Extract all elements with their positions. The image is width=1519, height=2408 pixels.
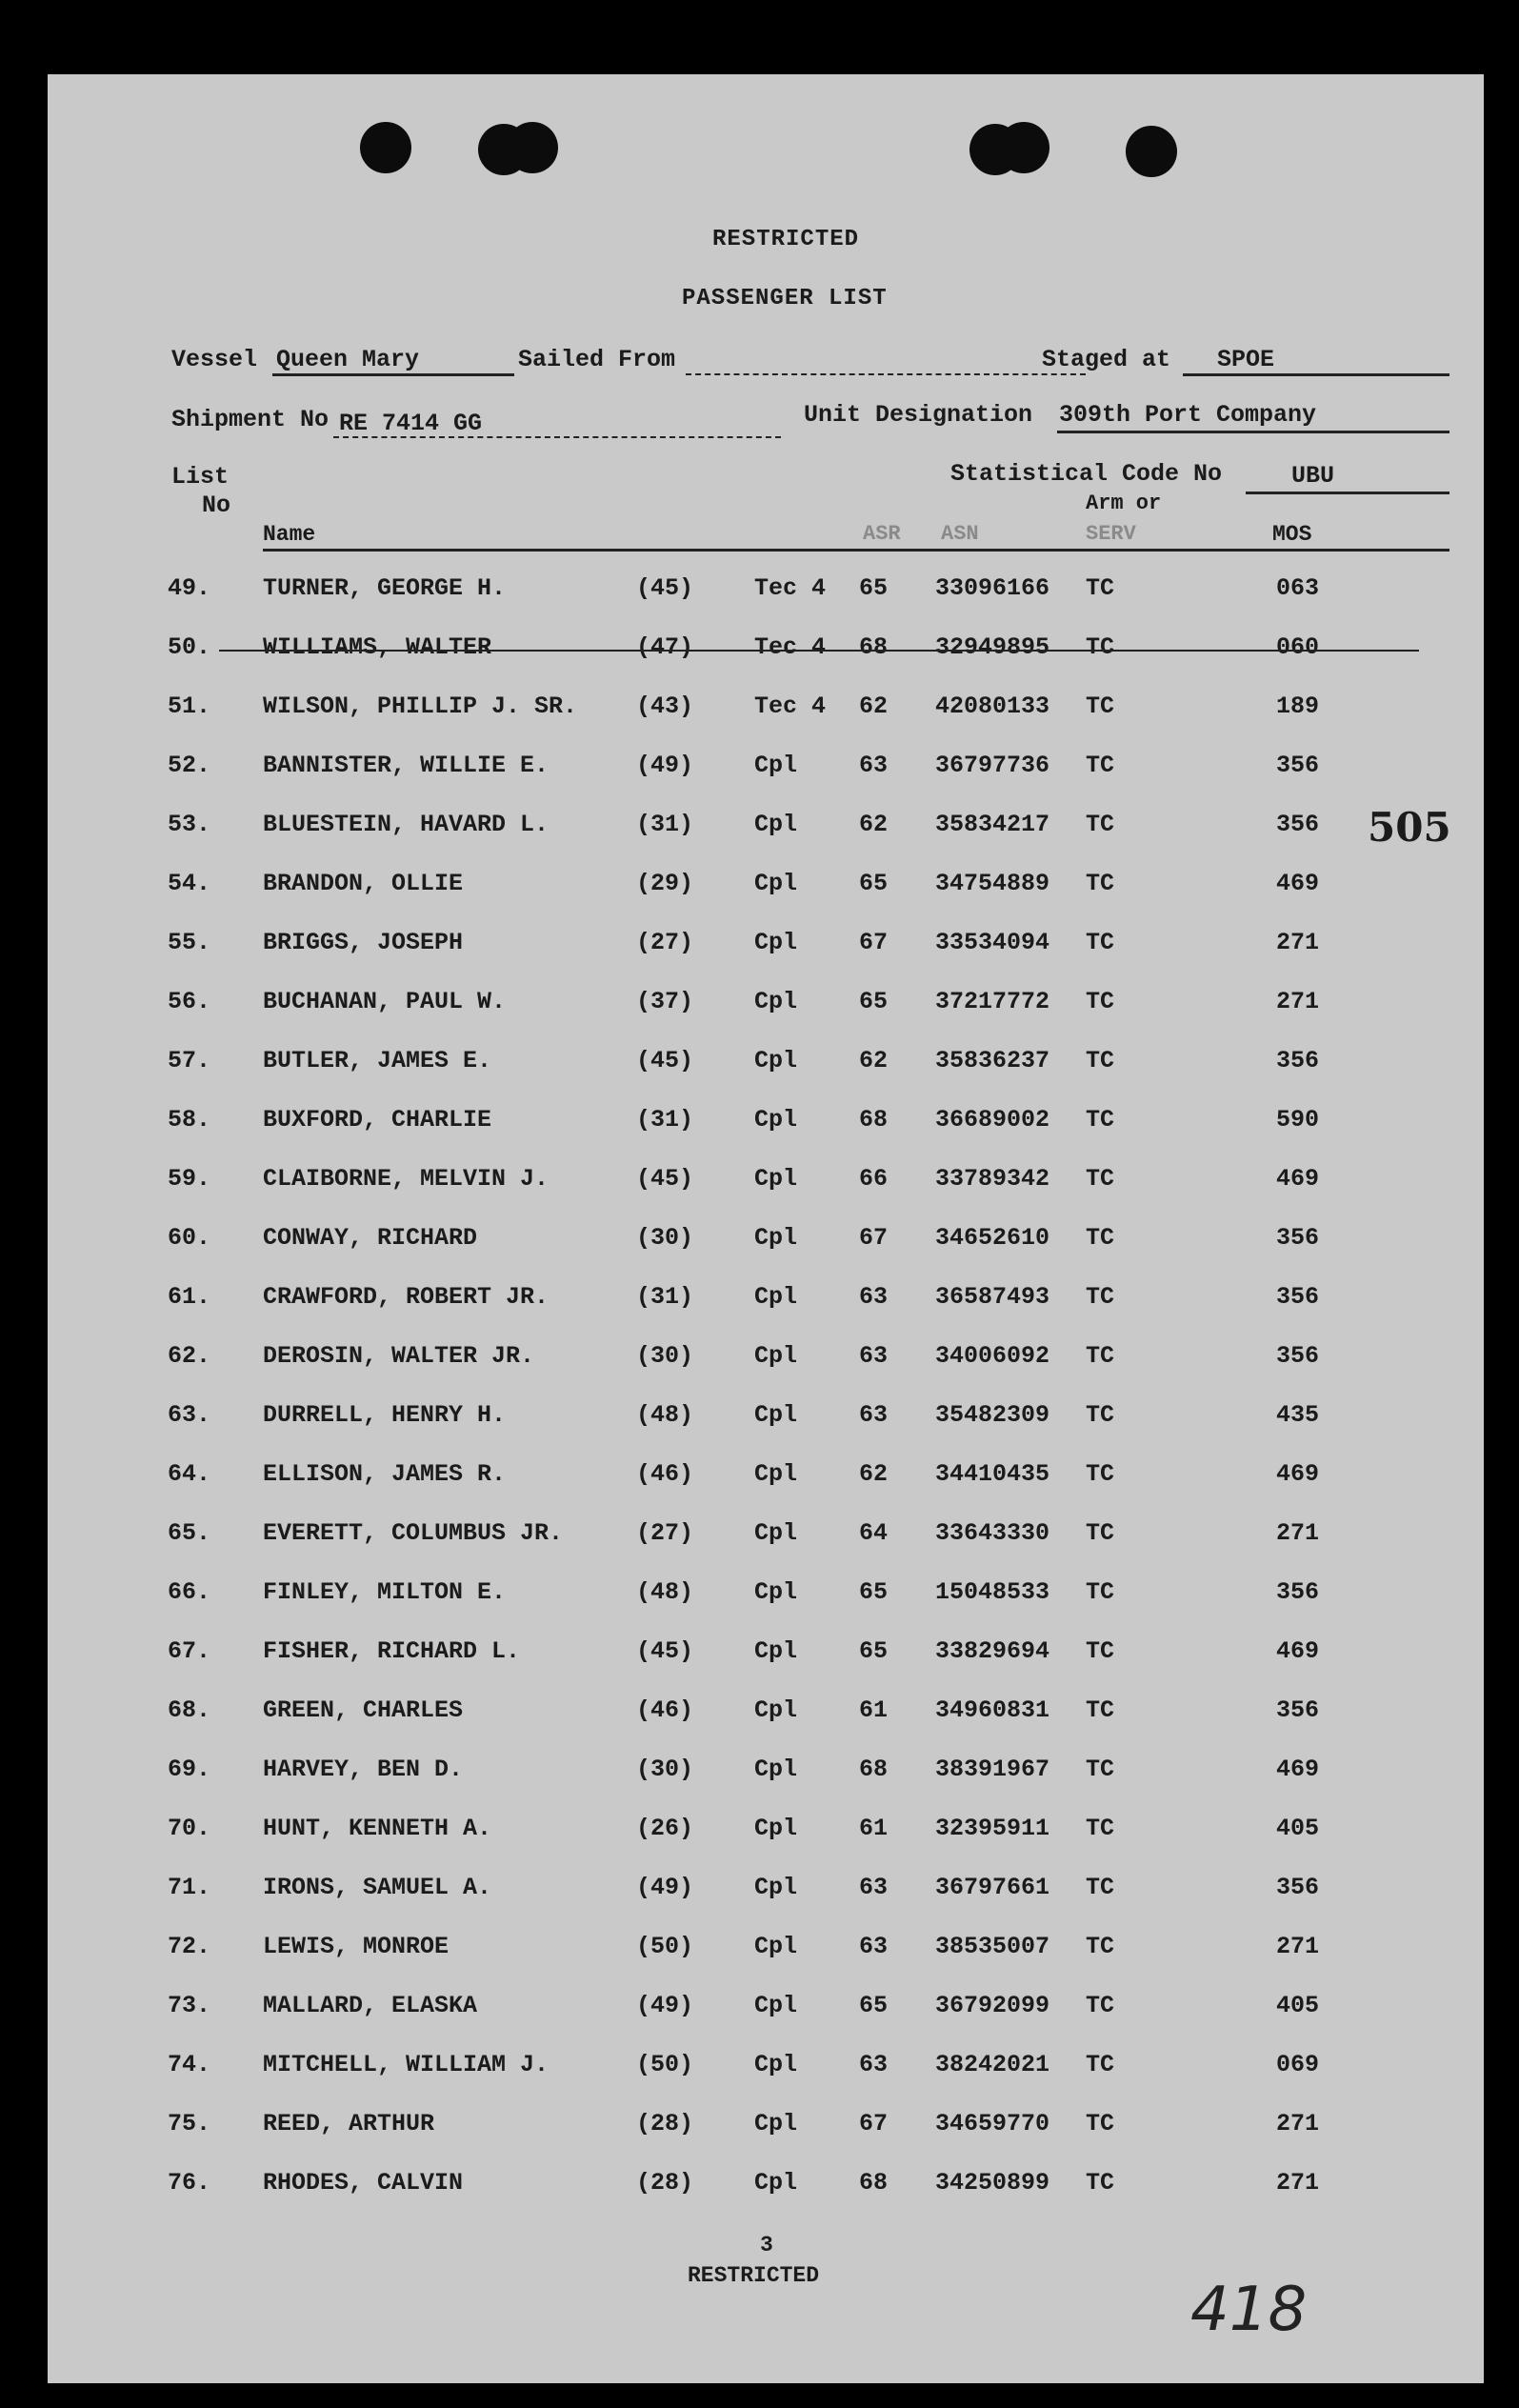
grade: Cpl bbox=[754, 1578, 798, 1606]
passenger-name: IRONS, SAMUEL A. bbox=[263, 1874, 492, 1901]
mos-code: 271 bbox=[1276, 1519, 1320, 1547]
age-code: (31) bbox=[636, 1106, 694, 1134]
asr-score: 65 bbox=[859, 574, 889, 602]
asr-score: 68 bbox=[859, 633, 889, 661]
arm-or-service: TC bbox=[1086, 1637, 1115, 1665]
arm-or-service: TC bbox=[1086, 1047, 1115, 1074]
asr-score: 65 bbox=[859, 1992, 889, 2019]
asr-score: 63 bbox=[859, 1342, 889, 1370]
arm-or-service: TC bbox=[1086, 1696, 1115, 1724]
arm-or-service: TC bbox=[1086, 870, 1115, 897]
age-code: (27) bbox=[636, 1519, 694, 1547]
arm-or-service: TC bbox=[1086, 1283, 1115, 1311]
grade: Tec 4 bbox=[754, 692, 827, 720]
asr-score: 63 bbox=[859, 1401, 889, 1429]
list-number: 61. bbox=[168, 1283, 211, 1311]
margin-page-number: 505 bbox=[1368, 804, 1451, 851]
passenger-name: HUNT, KENNETH A. bbox=[263, 1815, 492, 1842]
serial-number: 36689002 bbox=[935, 1106, 1050, 1134]
asr-score: 67 bbox=[859, 929, 889, 956]
mos-code: 469 bbox=[1276, 1165, 1320, 1193]
arm-or-service: TC bbox=[1086, 929, 1115, 956]
age-code: (43) bbox=[636, 692, 694, 720]
grade: Cpl bbox=[754, 870, 798, 897]
mos-code: 356 bbox=[1276, 1224, 1320, 1252]
list-number: 55. bbox=[168, 929, 211, 956]
serial-number: 33829694 bbox=[935, 1637, 1050, 1665]
table-row bbox=[48, 1224, 1484, 1262]
shipment-label: Shipment No bbox=[171, 406, 330, 433]
passenger-name: BRANDON, OLLIE bbox=[263, 870, 464, 897]
asr-score: 67 bbox=[859, 2110, 889, 2137]
footer-page-number: 3 bbox=[760, 2233, 773, 2258]
serial-number: 38391967 bbox=[935, 1756, 1050, 1783]
grade: Cpl bbox=[754, 2051, 798, 2078]
statistical-code-underline bbox=[1246, 492, 1449, 494]
grade: Cpl bbox=[754, 1106, 798, 1134]
grade: Cpl bbox=[754, 811, 798, 838]
arm-or-service: TC bbox=[1086, 1933, 1115, 1960]
document-page bbox=[48, 74, 1484, 2383]
arm-or-service: TC bbox=[1086, 1519, 1115, 1547]
serial-number: 36797661 bbox=[935, 1874, 1050, 1901]
table-row bbox=[48, 1342, 1484, 1380]
sailed-from-label: Sailed From bbox=[518, 346, 676, 373]
punch-hole bbox=[507, 122, 558, 173]
passenger-name: FINLEY, MILTON E. bbox=[263, 1578, 507, 1606]
column-header-asr: ASR bbox=[863, 522, 901, 546]
list-number: 63. bbox=[168, 1401, 211, 1429]
age-code: (31) bbox=[636, 1283, 694, 1311]
arm-or-service: TC bbox=[1086, 692, 1115, 720]
passenger-name: MITCHELL, WILLIAM J. bbox=[263, 2051, 550, 2078]
passenger-name: ELLISON, JAMES R. bbox=[263, 1460, 507, 1488]
grade: Cpl bbox=[754, 1992, 798, 2019]
asr-score: 65 bbox=[859, 1637, 889, 1665]
mos-code: 271 bbox=[1276, 2169, 1320, 2197]
unit-designation-underline bbox=[1057, 431, 1449, 433]
passenger-name: MALLARD, ELASKA bbox=[263, 1992, 478, 2019]
serial-number: 33534094 bbox=[935, 929, 1050, 956]
list-number: 51. bbox=[168, 692, 211, 720]
mos-code: 356 bbox=[1276, 1696, 1320, 1724]
list-number: 68. bbox=[168, 1696, 211, 1724]
grade: Cpl bbox=[754, 1519, 798, 1547]
grade: Cpl bbox=[754, 1224, 798, 1252]
arm-or-service: TC bbox=[1086, 1165, 1115, 1193]
asr-score: 62 bbox=[859, 811, 889, 838]
serial-number: 34652610 bbox=[935, 1224, 1050, 1252]
age-code: (45) bbox=[636, 574, 694, 602]
asr-score: 62 bbox=[859, 1460, 889, 1488]
mos-code: 405 bbox=[1276, 1815, 1320, 1842]
mos-code: 271 bbox=[1276, 929, 1320, 956]
statistical-code-value: UBU bbox=[1291, 462, 1335, 490]
asr-score: 65 bbox=[859, 1578, 889, 1606]
mos-code: 271 bbox=[1276, 988, 1320, 1015]
arm-or-service: TC bbox=[1086, 811, 1115, 838]
grade: Cpl bbox=[754, 929, 798, 956]
serial-number: 34006092 bbox=[935, 1342, 1050, 1370]
passenger-name: DURRELL, HENRY H. bbox=[263, 1401, 507, 1429]
list-number: 65. bbox=[168, 1519, 211, 1547]
shipment-underline bbox=[333, 436, 781, 438]
mos-code: 356 bbox=[1276, 1578, 1320, 1606]
column-header-mos: MOS bbox=[1272, 522, 1312, 547]
arm-or-service: TC bbox=[1086, 1342, 1115, 1370]
age-code: (46) bbox=[636, 1460, 694, 1488]
table-row bbox=[48, 1519, 1484, 1557]
serial-number: 33096166 bbox=[935, 574, 1050, 602]
table-row bbox=[48, 1756, 1484, 1794]
passenger-name: RHODES, CALVIN bbox=[263, 2169, 464, 2197]
mos-code: 469 bbox=[1276, 1637, 1320, 1665]
shipment-value: RE 7414 GG bbox=[339, 410, 483, 437]
age-code: (46) bbox=[636, 1696, 694, 1724]
list-number: 75. bbox=[168, 2110, 211, 2137]
passenger-name: BLUESTEIN, HAVARD L. bbox=[263, 811, 550, 838]
passenger-name: WILLIAMS, WALTER bbox=[263, 633, 492, 661]
arm-or-service: TC bbox=[1086, 1578, 1115, 1606]
age-code: (29) bbox=[636, 870, 694, 897]
passenger-name: CONWAY, RICHARD bbox=[263, 1224, 478, 1252]
sailed-from-underline bbox=[686, 373, 1086, 375]
table-row bbox=[48, 752, 1484, 790]
mos-code: 271 bbox=[1276, 1933, 1320, 1960]
serial-number: 36587493 bbox=[935, 1283, 1050, 1311]
table-row bbox=[48, 929, 1484, 967]
asr-score: 67 bbox=[859, 1224, 889, 1252]
list-number: 52. bbox=[168, 752, 211, 779]
age-code: (47) bbox=[636, 633, 694, 661]
asr-score: 62 bbox=[859, 692, 889, 720]
passenger-name: HARVEY, BEN D. bbox=[263, 1756, 464, 1783]
passenger-name: REED, ARTHUR bbox=[263, 2110, 435, 2137]
age-code: (30) bbox=[636, 1756, 694, 1783]
serial-number: 38535007 bbox=[935, 1933, 1050, 1960]
age-code: (30) bbox=[636, 1224, 694, 1252]
age-code: (48) bbox=[636, 1401, 694, 1429]
table-row bbox=[48, 633, 1484, 672]
serial-number: 15048533 bbox=[935, 1578, 1050, 1606]
asr-score: 68 bbox=[859, 1106, 889, 1134]
passenger-name: BUXFORD, CHARLIE bbox=[263, 1106, 492, 1134]
asr-score: 63 bbox=[859, 1283, 889, 1311]
table-row bbox=[48, 1165, 1484, 1203]
passenger-name: CLAIBORNE, MELVIN J. bbox=[263, 1165, 550, 1193]
passenger-name: WILSON, PHILLIP J. SR. bbox=[263, 692, 578, 720]
punch-hole bbox=[360, 122, 411, 173]
list-number: 73. bbox=[168, 1992, 211, 2019]
serial-number: 35482309 bbox=[935, 1401, 1050, 1429]
table-row bbox=[48, 1696, 1484, 1735]
table-row bbox=[48, 2051, 1484, 2089]
age-code: (45) bbox=[636, 1165, 694, 1193]
mos-code: 469 bbox=[1276, 870, 1320, 897]
table-row bbox=[48, 1401, 1484, 1439]
mos-code: 271 bbox=[1276, 2110, 1320, 2137]
asr-score: 65 bbox=[859, 988, 889, 1015]
asr-score: 65 bbox=[859, 870, 889, 897]
column-header-arm-or: Arm or bbox=[1086, 492, 1162, 515]
column-header-name: Name bbox=[263, 522, 316, 547]
table-row bbox=[48, 988, 1484, 1026]
grade: Cpl bbox=[754, 1756, 798, 1783]
list-number: 74. bbox=[168, 2051, 211, 2078]
list-number: 58. bbox=[168, 1106, 211, 1134]
grade: Cpl bbox=[754, 1874, 798, 1901]
list-number: 49. bbox=[168, 574, 211, 602]
header-underline bbox=[263, 549, 1449, 552]
age-code: (27) bbox=[636, 929, 694, 956]
passenger-name: EVERETT, COLUMBUS JR. bbox=[263, 1519, 564, 1547]
list-number: 72. bbox=[168, 1933, 211, 1960]
vessel-value: Queen Mary bbox=[276, 346, 420, 373]
table-row bbox=[48, 692, 1484, 731]
arm-or-service: TC bbox=[1086, 2110, 1115, 2137]
mos-code: 356 bbox=[1276, 1047, 1320, 1074]
mos-code: 356 bbox=[1276, 1342, 1320, 1370]
arm-or-service: TC bbox=[1086, 988, 1115, 1015]
arm-or-service: TC bbox=[1086, 1874, 1115, 1901]
passenger-name: BUCHANAN, PAUL W. bbox=[263, 988, 507, 1015]
table-row bbox=[48, 1047, 1484, 1085]
mos-code: 469 bbox=[1276, 1756, 1320, 1783]
asr-score: 68 bbox=[859, 1756, 889, 1783]
serial-number: 36797736 bbox=[935, 752, 1050, 779]
column-header-asn: ASN bbox=[941, 522, 979, 546]
grade: Cpl bbox=[754, 1165, 798, 1193]
grade: Tec 4 bbox=[754, 574, 827, 602]
age-code: (37) bbox=[636, 988, 694, 1015]
footer-classification: RESTRICTED bbox=[688, 2263, 820, 2288]
arm-or-service: TC bbox=[1086, 1106, 1115, 1134]
grade: Cpl bbox=[754, 1696, 798, 1724]
mos-code: 356 bbox=[1276, 811, 1320, 838]
serial-number: 36792099 bbox=[935, 1992, 1050, 2019]
serial-number: 33643330 bbox=[935, 1519, 1050, 1547]
arm-or-service: TC bbox=[1086, 1756, 1115, 1783]
table-row bbox=[48, 1815, 1484, 1853]
punch-hole bbox=[998, 122, 1049, 173]
passenger-name: LEWIS, MONROE bbox=[263, 1933, 450, 1960]
passenger-name: BANNISTER, WILLIE E. bbox=[263, 752, 550, 779]
passenger-name: BUTLER, JAMES E. bbox=[263, 1047, 492, 1074]
serial-number: 35834217 bbox=[935, 811, 1050, 838]
staged-at-value: SPOE bbox=[1217, 346, 1275, 373]
asr-score: 63 bbox=[859, 1874, 889, 1901]
vessel-label: Vessel bbox=[171, 346, 258, 373]
list-number: 54. bbox=[168, 870, 211, 897]
grade: Tec 4 bbox=[754, 633, 827, 661]
unit-designation-value: 309th Port Company bbox=[1059, 401, 1317, 429]
serial-number: 32395911 bbox=[935, 1815, 1050, 1842]
asr-score: 68 bbox=[859, 2169, 889, 2197]
serial-number: 34659770 bbox=[935, 2110, 1050, 2137]
passenger-name: CRAWFORD, ROBERT JR. bbox=[263, 1283, 550, 1311]
table-row bbox=[48, 1283, 1484, 1321]
mos-code: 069 bbox=[1276, 2051, 1320, 2078]
grade: Cpl bbox=[754, 1460, 798, 1488]
grade: Cpl bbox=[754, 1637, 798, 1665]
asr-score: 63 bbox=[859, 1933, 889, 1960]
age-code: (50) bbox=[636, 2051, 694, 2078]
asr-score: 61 bbox=[859, 1815, 889, 1842]
statistical-code-label: Statistical Code No bbox=[950, 460, 1223, 488]
grade: Cpl bbox=[754, 1815, 798, 1842]
table-row bbox=[48, 1992, 1484, 2030]
asr-score: 63 bbox=[859, 752, 889, 779]
serial-number: 33789342 bbox=[935, 1165, 1050, 1193]
staged-at-underline bbox=[1183, 373, 1449, 376]
list-number: 70. bbox=[168, 1815, 211, 1842]
table-row bbox=[48, 1460, 1484, 1498]
arm-or-service: TC bbox=[1086, 1992, 1115, 2019]
table-row bbox=[48, 2169, 1484, 2207]
list-number: 64. bbox=[168, 1460, 211, 1488]
age-code: (30) bbox=[636, 1342, 694, 1370]
asr-score: 62 bbox=[859, 1047, 889, 1074]
table-row bbox=[48, 870, 1484, 908]
list-number: 67. bbox=[168, 1637, 211, 1665]
strikethrough-line bbox=[219, 650, 1419, 652]
mos-code: 356 bbox=[1276, 1874, 1320, 1901]
age-code: (28) bbox=[636, 2110, 694, 2137]
serial-number: 32949895 bbox=[935, 633, 1050, 661]
list-number: 53. bbox=[168, 811, 211, 838]
serial-number: 34754889 bbox=[935, 870, 1050, 897]
grade: Cpl bbox=[754, 1401, 798, 1429]
table-row bbox=[48, 1933, 1484, 1971]
grade: Cpl bbox=[754, 988, 798, 1015]
list-number: 71. bbox=[168, 1874, 211, 1901]
table-row bbox=[48, 1874, 1484, 1912]
age-code: (45) bbox=[636, 1637, 694, 1665]
table-row bbox=[48, 1578, 1484, 1616]
grade: Cpl bbox=[754, 2110, 798, 2137]
age-code: (45) bbox=[636, 1047, 694, 1074]
grade: Cpl bbox=[754, 2169, 798, 2197]
vessel-underline bbox=[272, 373, 514, 376]
handwritten-number: 418 bbox=[1190, 2275, 1308, 2345]
list-number: 57. bbox=[168, 1047, 211, 1074]
serial-number: 34250899 bbox=[935, 2169, 1050, 2197]
age-code: (48) bbox=[636, 1578, 694, 1606]
arm-or-service: TC bbox=[1086, 574, 1115, 602]
asr-score: 63 bbox=[859, 2051, 889, 2078]
serial-number: 34960831 bbox=[935, 1696, 1050, 1724]
mos-code: 435 bbox=[1276, 1401, 1320, 1429]
asr-score: 61 bbox=[859, 1696, 889, 1724]
arm-or-service: TC bbox=[1086, 2051, 1115, 2078]
column-header-serv: SERV bbox=[1086, 522, 1136, 546]
list-number: 60. bbox=[168, 1224, 211, 1252]
mos-code: 590 bbox=[1276, 1106, 1320, 1134]
table-row bbox=[48, 1106, 1484, 1144]
table-row bbox=[48, 574, 1484, 612]
column-header-list: List bbox=[171, 463, 230, 491]
mos-code: 405 bbox=[1276, 1992, 1320, 2019]
age-code: (49) bbox=[636, 1874, 694, 1901]
grade: Cpl bbox=[754, 1047, 798, 1074]
mos-code: 356 bbox=[1276, 752, 1320, 779]
serial-number: 38242021 bbox=[935, 2051, 1050, 2078]
list-number: 59. bbox=[168, 1165, 211, 1193]
unit-designation-label: Unit Designation bbox=[804, 401, 1033, 429]
age-code: (31) bbox=[636, 811, 694, 838]
age-code: (49) bbox=[636, 752, 694, 779]
grade: Cpl bbox=[754, 752, 798, 779]
age-code: (28) bbox=[636, 2169, 694, 2197]
grade: Cpl bbox=[754, 1933, 798, 1960]
age-code: (26) bbox=[636, 1815, 694, 1842]
serial-number: 37217772 bbox=[935, 988, 1050, 1015]
grade: Cpl bbox=[754, 1342, 798, 1370]
punch-hole bbox=[1126, 126, 1177, 177]
asr-score: 64 bbox=[859, 1519, 889, 1547]
mos-code: 189 bbox=[1276, 692, 1320, 720]
list-number: 69. bbox=[168, 1756, 211, 1783]
list-number: 50. bbox=[168, 633, 211, 661]
arm-or-service: TC bbox=[1086, 1460, 1115, 1488]
staged-at-label: Staged at bbox=[1042, 346, 1171, 373]
mos-code: 063 bbox=[1276, 574, 1320, 602]
list-number: 56. bbox=[168, 988, 211, 1015]
table-row bbox=[48, 2110, 1484, 2148]
list-number: 66. bbox=[168, 1578, 211, 1606]
serial-number: 42080133 bbox=[935, 692, 1050, 720]
passenger-name: GREEN, CHARLES bbox=[263, 1696, 464, 1724]
column-header-no: No bbox=[202, 492, 231, 519]
serial-number: 35836237 bbox=[935, 1047, 1050, 1074]
mos-code: 469 bbox=[1276, 1460, 1320, 1488]
arm-or-service: TC bbox=[1086, 2169, 1115, 2197]
arm-or-service: TC bbox=[1086, 1401, 1115, 1429]
mos-code: 060 bbox=[1276, 633, 1320, 661]
passenger-name: DEROSIN, WALTER JR. bbox=[263, 1342, 535, 1370]
mos-code: 356 bbox=[1276, 1283, 1320, 1311]
list-number: 76. bbox=[168, 2169, 211, 2197]
classification-header: RESTRICTED bbox=[712, 227, 860, 252]
passenger-name: TURNER, GEORGE H. bbox=[263, 574, 507, 602]
age-code: (49) bbox=[636, 1992, 694, 2019]
passenger-name: FISHER, RICHARD L. bbox=[263, 1637, 521, 1665]
arm-or-service: TC bbox=[1086, 1815, 1115, 1842]
table-row bbox=[48, 1637, 1484, 1676]
arm-or-service: TC bbox=[1086, 633, 1115, 661]
asr-score: 66 bbox=[859, 1165, 889, 1193]
arm-or-service: TC bbox=[1086, 1224, 1115, 1252]
list-number: 62. bbox=[168, 1342, 211, 1370]
arm-or-service: TC bbox=[1086, 752, 1115, 779]
serial-number: 34410435 bbox=[935, 1460, 1050, 1488]
table-row bbox=[48, 811, 1484, 849]
passenger-name: BRIGGS, JOSEPH bbox=[263, 929, 464, 956]
age-code: (50) bbox=[636, 1933, 694, 1960]
grade: Cpl bbox=[754, 1283, 798, 1311]
document-title: PASSENGER LIST bbox=[682, 286, 888, 311]
